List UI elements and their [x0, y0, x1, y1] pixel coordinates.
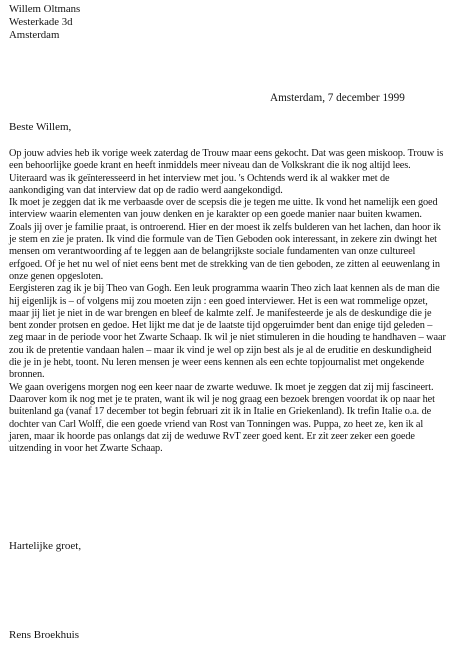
paragraph-1: Op jouw advies heb ik vorige week zaterdag de Trouw maar eens gekocht. Dat was geen miskoop. Trouw is een behoorlijke goede krant en heeft inmiddels meer niveau dan de Volkskrant die ik nog altijd lees. Uiteraard was ik geïnteresseerd in het interview met jou. 's Ochtends werd ik al wakker met de aankondiging van dat interview dat op de radio werd aangekondigd. [9, 148, 444, 196]
paragraph-3: Eergisteren zag ik je bij Theo van Gogh. Een leuk programma waarin Theo zich laat kennen als de man die hij eigenlijk is – of volgens mij zou moeten zijn : een goed interviewer. Het is een wat rommelige opzet, maar jij liet je niet in de war brengen en bleef de kalmte zelf. Je manifesteerde je als de deskundige die je bent zonder protsen en gedoe. Het lijkt me dat je de laatste tijd opgeruimder bent dan enige tijd geleden – zeg maar in de periode voor het Zwarte Schaap. Ik wil je niet stimuleren in die houding te handhaven – waar zou ik de pretentie vandaan halen – maar ik vind je wel op zijn best als je al de eruditie en deskundigheid die je in je hebt, toont. Nu leren mensen je weer eens kennen als een echte topjournalist met ongekende bronnen. [9, 283, 446, 381]
closing: Hartelijke groet, [9, 540, 82, 552]
salutation: Beste Willem, [9, 121, 72, 133]
paragraph-2: Ik moet je zeggen dat ik me verbaasde over de scepsis die je tegen me uitte. Ik vond het namelijk een goed interview waarin elementen van jouw denken en je karakter op een goede manier naar buiten kwamen. Zoals jij over je familie praat, is ontroerend. Hier en der moest ik zelfs bulderen van het lachen, dan hoor ik je stem en zie je praten. Ik vind die formule van de Tien Geboden ook interessant, in zekere zin dwingt het mensen om verantwoording af te leggen aan de belangrijkste sociale fundamenten van onze cultureel erfgoed. Of je het nu wel of niet eens bent met de strekking van de tien geboden, ze zitten al eeuwenlang in onze genen opgesloten. [9, 197, 441, 282]
paragraph-4: We gaan overigens morgen nog een keer naar de zwarte weduwe. Ik moet je zeggen dat zij mij fascineert. Daarover kom ik nog met je te praten, want ik wil je nog graag een bezoek brengen voordat ik op naar het buitenland ga (vanaf 17 december tot begin februari zit ik in Italie en Griekenland). Ik trefin Italie o.a. de dochter van Carl Wolff, die een goede vriend van Rost van Tonningen was. Puppa, zo heet ze, ken ik al jaren, maar ik hoorde pas onlangs dat zij de weduwe RvT zeer goed kent. Er zit zeer zeker een goede uitzending in voor het Zwarte Schaap. [9, 381, 435, 455]
sender-city: Amsterdam [9, 29, 60, 41]
sender-address [9, 3, 80, 42]
sender-street: Westerkade 3d [9, 16, 73, 28]
sender-name: Willem Oltmans [9, 3, 81, 15]
signature: Rens Broekhuis [9, 629, 79, 641]
letter-date: Amsterdam, 7 december 1999 [270, 92, 405, 104]
letter-body [9, 148, 446, 455]
